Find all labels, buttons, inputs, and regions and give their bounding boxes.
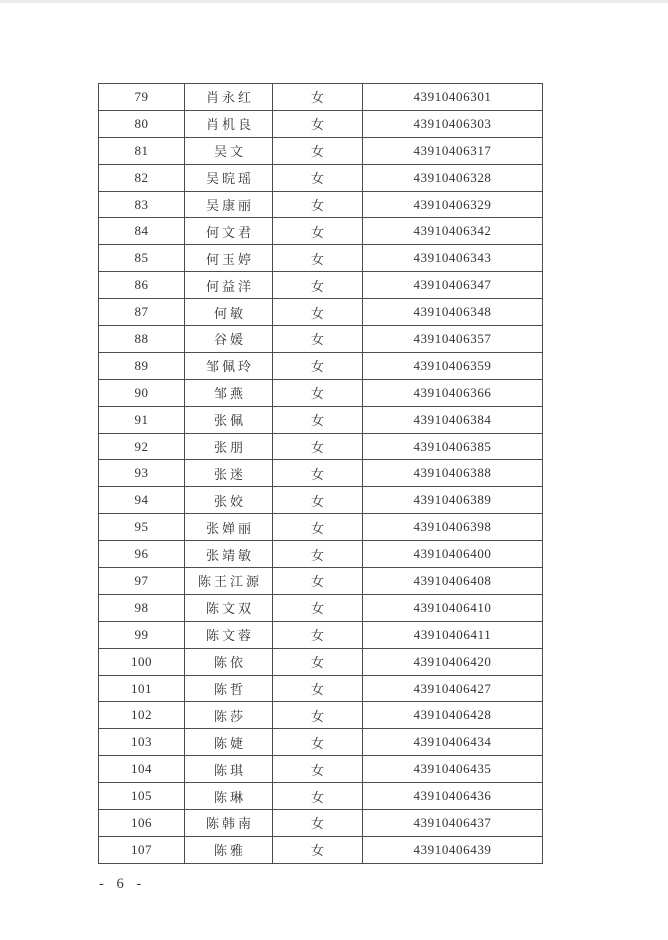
gender-cell: 女 <box>273 783 363 810</box>
name-cell: 何益洋 <box>185 272 273 299</box>
exam-number-cell: 43910406329 <box>363 191 543 218</box>
table-row <box>99 218 543 245</box>
table-row <box>99 756 543 783</box>
table-row <box>99 702 543 729</box>
name-cell: 何敏 <box>185 299 273 326</box>
name-cell: 张姣 <box>185 487 273 514</box>
row-number-cell: 100 <box>99 648 185 675</box>
row-number-cell: 99 <box>99 621 185 648</box>
row-number-cell: 95 <box>99 514 185 541</box>
table-row <box>99 272 543 299</box>
gender-cell: 女 <box>273 594 363 621</box>
name-cell: 邹佩玲 <box>185 352 273 379</box>
gender-cell: 女 <box>273 568 363 595</box>
gender-cell: 女 <box>273 245 363 272</box>
table-row <box>99 164 543 191</box>
table-row <box>99 406 543 433</box>
table-row <box>99 541 543 568</box>
row-number-cell: 101 <box>99 675 185 702</box>
table-row <box>99 245 543 272</box>
row-number-cell: 86 <box>99 272 185 299</box>
exam-number-cell: 43910406359 <box>363 352 543 379</box>
gender-cell: 女 <box>273 406 363 433</box>
name-cell: 陈琪 <box>185 756 273 783</box>
exam-number-cell: 43910406348 <box>363 299 543 326</box>
row-number-cell: 103 <box>99 729 185 756</box>
table-row <box>99 84 543 111</box>
exam-number-cell: 43910406437 <box>363 810 543 837</box>
gender-cell: 女 <box>273 164 363 191</box>
exam-number-cell: 43910406434 <box>363 729 543 756</box>
exam-number-cell: 43910406343 <box>363 245 543 272</box>
gender-cell: 女 <box>273 299 363 326</box>
name-cell: 张靖敏 <box>185 541 273 568</box>
table-row <box>99 110 543 137</box>
exam-number-cell: 43910406410 <box>363 594 543 621</box>
name-cell: 谷媛 <box>185 326 273 353</box>
name-cell: 陈婕 <box>185 729 273 756</box>
table-row <box>99 675 543 702</box>
gender-cell: 女 <box>273 191 363 218</box>
name-cell: 陈韩南 <box>185 810 273 837</box>
gender-cell: 女 <box>273 326 363 353</box>
name-cell: 陈琳 <box>185 783 273 810</box>
row-number-cell: 88 <box>99 326 185 353</box>
exam-number-cell: 43910406435 <box>363 756 543 783</box>
row-number-cell: 82 <box>99 164 185 191</box>
name-cell: 吴文 <box>185 137 273 164</box>
exam-number-cell: 43910406301 <box>363 84 543 111</box>
table-row <box>99 783 543 810</box>
row-number-cell: 87 <box>99 299 185 326</box>
gender-cell: 女 <box>273 110 363 137</box>
exam-number-cell: 43910406411 <box>363 621 543 648</box>
gender-cell: 女 <box>273 137 363 164</box>
row-number-cell: 93 <box>99 460 185 487</box>
name-cell: 何文君 <box>185 218 273 245</box>
exam-number-cell: 43910406420 <box>363 648 543 675</box>
gender-cell: 女 <box>273 729 363 756</box>
roster-table <box>98 83 543 864</box>
table-row <box>99 568 543 595</box>
gender-cell: 女 <box>273 621 363 648</box>
name-cell: 邹燕 <box>185 379 273 406</box>
table-row <box>99 594 543 621</box>
roster-table-container <box>98 83 542 864</box>
gender-cell: 女 <box>273 218 363 245</box>
row-number-cell: 102 <box>99 702 185 729</box>
gender-cell: 女 <box>273 352 363 379</box>
exam-number-cell: 43910406385 <box>363 433 543 460</box>
table-row <box>99 326 543 353</box>
gender-cell: 女 <box>273 675 363 702</box>
roster-table-body <box>99 84 543 864</box>
exam-number-cell: 43910406328 <box>363 164 543 191</box>
table-row <box>99 621 543 648</box>
row-number-cell: 107 <box>99 836 185 863</box>
exam-number-cell: 43910406303 <box>363 110 543 137</box>
table-row <box>99 648 543 675</box>
name-cell: 肖永红 <box>185 84 273 111</box>
name-cell: 陈雅 <box>185 836 273 863</box>
name-cell: 张朋 <box>185 433 273 460</box>
gender-cell: 女 <box>273 702 363 729</box>
gender-cell: 女 <box>273 810 363 837</box>
exam-number-cell: 43910406428 <box>363 702 543 729</box>
table-row <box>99 810 543 837</box>
table-row <box>99 137 543 164</box>
table-row <box>99 352 543 379</box>
exam-number-cell: 43910406384 <box>363 406 543 433</box>
gender-cell: 女 <box>273 433 363 460</box>
gender-cell: 女 <box>273 756 363 783</box>
name-cell: 张佩 <box>185 406 273 433</box>
table-row <box>99 514 543 541</box>
exam-number-cell: 43910406366 <box>363 379 543 406</box>
row-number-cell: 96 <box>99 541 185 568</box>
row-number-cell: 91 <box>99 406 185 433</box>
name-cell: 陈王江源 <box>185 568 273 595</box>
row-number-cell: 98 <box>99 594 185 621</box>
exam-number-cell: 43910406408 <box>363 568 543 595</box>
name-cell: 张迷 <box>185 460 273 487</box>
row-number-cell: 84 <box>99 218 185 245</box>
name-cell: 陈文双 <box>185 594 273 621</box>
row-number-cell: 89 <box>99 352 185 379</box>
name-cell: 何玉婷 <box>185 245 273 272</box>
exam-number-cell: 43910406342 <box>363 218 543 245</box>
name-cell: 吴晥瑶 <box>185 164 273 191</box>
name-cell: 吴康丽 <box>185 191 273 218</box>
name-cell: 陈莎 <box>185 702 273 729</box>
table-row <box>99 299 543 326</box>
exam-number-cell: 43910406389 <box>363 487 543 514</box>
gender-cell: 女 <box>273 272 363 299</box>
page-number: - 6 - <box>99 876 143 892</box>
table-row <box>99 379 543 406</box>
gender-cell: 女 <box>273 379 363 406</box>
row-number-cell: 94 <box>99 487 185 514</box>
row-number-cell: 90 <box>99 379 185 406</box>
table-row <box>99 460 543 487</box>
table-row <box>99 191 543 218</box>
gender-cell: 女 <box>273 541 363 568</box>
exam-number-cell: 43910406388 <box>363 460 543 487</box>
table-row <box>99 836 543 863</box>
row-number-cell: 104 <box>99 756 185 783</box>
row-number-cell: 105 <box>99 783 185 810</box>
row-number-cell: 85 <box>99 245 185 272</box>
gender-cell: 女 <box>273 648 363 675</box>
name-cell: 陈文蓉 <box>185 621 273 648</box>
exam-number-cell: 43910406347 <box>363 272 543 299</box>
row-number-cell: 80 <box>99 110 185 137</box>
gender-cell: 女 <box>273 84 363 111</box>
scan-top-edge <box>0 0 668 3</box>
name-cell: 肖机良 <box>185 110 273 137</box>
row-number-cell: 92 <box>99 433 185 460</box>
gender-cell: 女 <box>273 836 363 863</box>
table-row <box>99 433 543 460</box>
gender-cell: 女 <box>273 460 363 487</box>
name-cell: 陈依 <box>185 648 273 675</box>
gender-cell: 女 <box>273 487 363 514</box>
exam-number-cell: 43910406357 <box>363 326 543 353</box>
gender-cell: 女 <box>273 514 363 541</box>
row-number-cell: 106 <box>99 810 185 837</box>
row-number-cell: 81 <box>99 137 185 164</box>
name-cell: 张婵丽 <box>185 514 273 541</box>
exam-number-cell: 43910406317 <box>363 137 543 164</box>
exam-number-cell: 43910406398 <box>363 514 543 541</box>
table-row <box>99 487 543 514</box>
exam-number-cell: 43910406400 <box>363 541 543 568</box>
row-number-cell: 97 <box>99 568 185 595</box>
exam-number-cell: 43910406436 <box>363 783 543 810</box>
exam-number-cell: 43910406427 <box>363 675 543 702</box>
row-number-cell: 83 <box>99 191 185 218</box>
exam-number-cell: 43910406439 <box>363 836 543 863</box>
row-number-cell: 79 <box>99 84 185 111</box>
table-row <box>99 729 543 756</box>
name-cell: 陈哲 <box>185 675 273 702</box>
